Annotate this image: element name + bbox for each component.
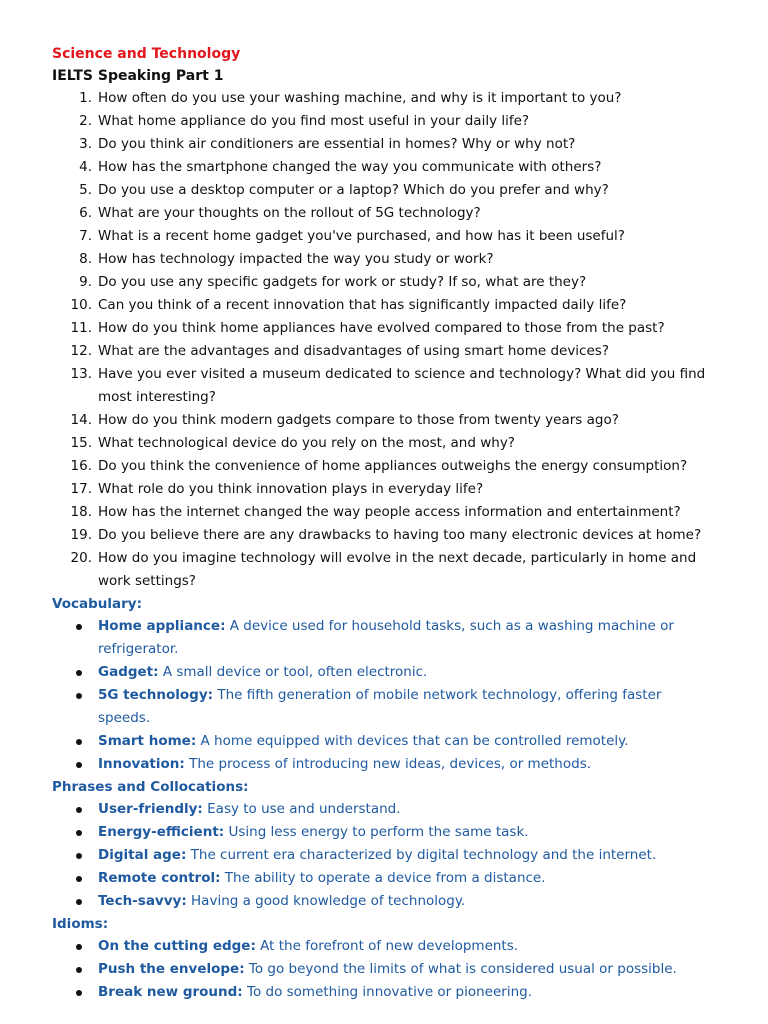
- idiom-definition: To do something innovative or pioneering.: [242, 984, 532, 1000]
- bullet-icon: [76, 739, 82, 745]
- question-item: [52, 478, 712, 501]
- phrase-definition: The current era characterized by digital technology and the internet.: [186, 847, 657, 863]
- question-text: How has the internet changed the way people access information and entertainment?: [98, 504, 681, 520]
- vocabulary-term: 5G technology:: [98, 687, 214, 703]
- phrase-definition: Using less energy to perform the same task.: [224, 824, 529, 840]
- question-item: [52, 340, 712, 363]
- bullet-icon: [76, 899, 82, 905]
- question-text: Do you think air conditioners are essential in homes? Why or why not?: [98, 136, 576, 152]
- question-item: [52, 363, 712, 409]
- phrase-definition: Having a good knowledge of technology.: [186, 893, 466, 909]
- phrase-item: [52, 867, 712, 890]
- question-item: [52, 133, 712, 156]
- phrase-term: Remote control:: [98, 870, 221, 886]
- question-text: Do you think the convenience of home appliances outweighs the energy consumption?: [98, 458, 688, 474]
- vocabulary-definition: A home equipped with devices that can be controlled remotely.: [196, 733, 629, 749]
- question-text: What technological device do you rely on the most, and why?: [98, 435, 515, 451]
- phrases-heading: Phrases and Collocations:: [52, 779, 249, 795]
- document-body: [52, 44, 712, 1004]
- question-text: What role do you think innovation plays in everyday life?: [98, 481, 484, 497]
- question-number: 5.: [79, 182, 92, 198]
- vocabulary-list: [52, 615, 712, 776]
- question-text: How do you imagine technology will evolve in the next decade, particularly in home and work settings?: [98, 550, 697, 589]
- question-text: Can you think of a recent innovation that has significantly impacted daily life?: [98, 297, 627, 313]
- question-text: What are your thoughts on the rollout of 5G technology?: [98, 205, 481, 221]
- bullet-icon: [76, 990, 82, 996]
- question-number: 13.: [70, 366, 92, 382]
- question-text: Have you ever visited a museum dedicated to science and technology? What did you find most interesting?: [98, 366, 706, 405]
- question-number: 6.: [79, 205, 92, 221]
- question-number: 9.: [79, 274, 92, 290]
- question-item: [52, 225, 712, 248]
- question-text: How has the smartphone changed the way you communicate with others?: [98, 159, 602, 175]
- question-item: [52, 271, 712, 294]
- idiom-term: Break new ground:: [98, 984, 243, 1000]
- bullet-icon: [76, 624, 82, 630]
- vocabulary-definition: A small device or tool, often electronic.: [158, 664, 428, 680]
- question-text: How do you think modern gadgets compare to those from twenty years ago?: [98, 412, 619, 428]
- phrase-item: [52, 844, 712, 867]
- question-text: How has technology impacted the way you study or work?: [98, 251, 494, 267]
- phrase-term: Tech-savvy:: [98, 893, 187, 909]
- bullet-icon: [76, 807, 82, 813]
- question-number: 14.: [70, 412, 92, 428]
- question-item: [52, 179, 712, 202]
- question-text: What are the advantages and disadvantages of using smart home devices?: [98, 343, 609, 359]
- question-number: 10.: [70, 297, 92, 313]
- vocabulary-item: [52, 615, 712, 661]
- question-text: Do you believe there are any drawbacks to having too many electronic devices at home?: [98, 527, 702, 543]
- question-list: [52, 87, 712, 593]
- question-item: [52, 432, 712, 455]
- bullet-icon: [76, 762, 82, 768]
- question-number: 18.: [70, 504, 92, 520]
- question-text: How often do you use your washing machine, and why is it important to you?: [98, 90, 622, 106]
- vocabulary-item: [52, 684, 712, 730]
- vocabulary-item: [52, 753, 712, 776]
- idioms-heading: Idioms:: [52, 916, 109, 932]
- question-number: 15.: [70, 435, 92, 451]
- idiom-term: Push the envelope:: [98, 961, 245, 977]
- question-text: Do you use any specific gadgets for work or study? If so, what are they?: [98, 274, 587, 290]
- question-item: [52, 248, 712, 271]
- phrase-term: User-friendly:: [98, 801, 203, 817]
- question-item: [52, 294, 712, 317]
- bullet-icon: [76, 830, 82, 836]
- question-number: 1.: [79, 90, 92, 106]
- phrase-term: Digital age:: [98, 847, 187, 863]
- vocabulary-item: [52, 661, 712, 684]
- idioms-list: [52, 935, 712, 1004]
- question-number: 7.: [79, 228, 92, 244]
- question-item: [52, 501, 712, 524]
- phrase-term: Energy-efficient:: [98, 824, 225, 840]
- idiom-item: [52, 935, 712, 958]
- idiom-term: On the cutting edge:: [98, 938, 256, 954]
- phrases-list: [52, 798, 712, 913]
- vocabulary-item: [52, 730, 712, 753]
- question-number: 3.: [79, 136, 92, 152]
- question-item: [52, 409, 712, 432]
- question-item: [52, 202, 712, 225]
- question-number: 20.: [70, 550, 92, 566]
- question-number: 17.: [70, 481, 92, 497]
- question-number: 4.: [79, 159, 92, 175]
- bullet-icon: [76, 967, 82, 973]
- phrase-definition: Easy to use and understand.: [202, 801, 401, 817]
- question-item: [52, 110, 712, 133]
- idiom-definition: To go beyond the limits of what is considered usual or possible.: [244, 961, 677, 977]
- question-text: What home appliance do you find most useful in your daily life?: [98, 113, 530, 129]
- phrase-item: [52, 798, 712, 821]
- question-item: [52, 317, 712, 340]
- phrase-item: [52, 821, 712, 844]
- document-subtitle: IELTS Speaking Part 1: [52, 68, 224, 84]
- idiom-item: [52, 958, 712, 981]
- bullet-icon: [76, 944, 82, 950]
- question-text: How do you think home appliances have evolved compared to those from the past?: [98, 320, 665, 336]
- bullet-icon: [76, 853, 82, 859]
- vocabulary-term: Gadget:: [98, 664, 159, 680]
- vocabulary-definition: A device used for household tasks, such as a washing machine or refrigerator.: [98, 618, 674, 657]
- vocabulary-definition: The process of introducing new ideas, devices, or methods.: [184, 756, 592, 772]
- phrase-item: [52, 890, 712, 913]
- question-item: [52, 87, 712, 110]
- bullet-icon: [76, 876, 82, 882]
- idiom-definition: At the forefront of new developments.: [255, 938, 519, 954]
- question-number: 2.: [79, 113, 92, 129]
- document-title: Science and Technology: [52, 46, 241, 62]
- phrase-definition: The ability to operate a device from a distance.: [220, 870, 546, 886]
- question-text: What is a recent home gadget you've purchased, and how has it been useful?: [98, 228, 625, 244]
- question-number: 19.: [70, 527, 92, 543]
- question-number: 8.: [79, 251, 92, 267]
- question-number: 12.: [70, 343, 92, 359]
- vocabulary-term: Innovation:: [98, 756, 185, 772]
- question-number: 16.: [70, 458, 92, 474]
- idiom-item: [52, 981, 712, 1004]
- vocabulary-term: Smart home:: [98, 733, 197, 749]
- vocabulary-heading: Vocabulary:: [52, 596, 142, 612]
- question-item: [52, 524, 712, 547]
- vocabulary-term: Home appliance:: [98, 618, 226, 634]
- question-item: [52, 156, 712, 179]
- question-text: Do you use a desktop computer or a laptop? Which do you prefer and why?: [98, 182, 609, 198]
- question-number: 11.: [70, 320, 92, 336]
- bullet-icon: [76, 693, 82, 699]
- bullet-icon: [76, 670, 82, 676]
- question-item: [52, 455, 712, 478]
- vocabulary-definition: The fifth generation of mobile network technology, offering faster speeds.: [98, 687, 662, 726]
- question-item: [52, 547, 712, 593]
